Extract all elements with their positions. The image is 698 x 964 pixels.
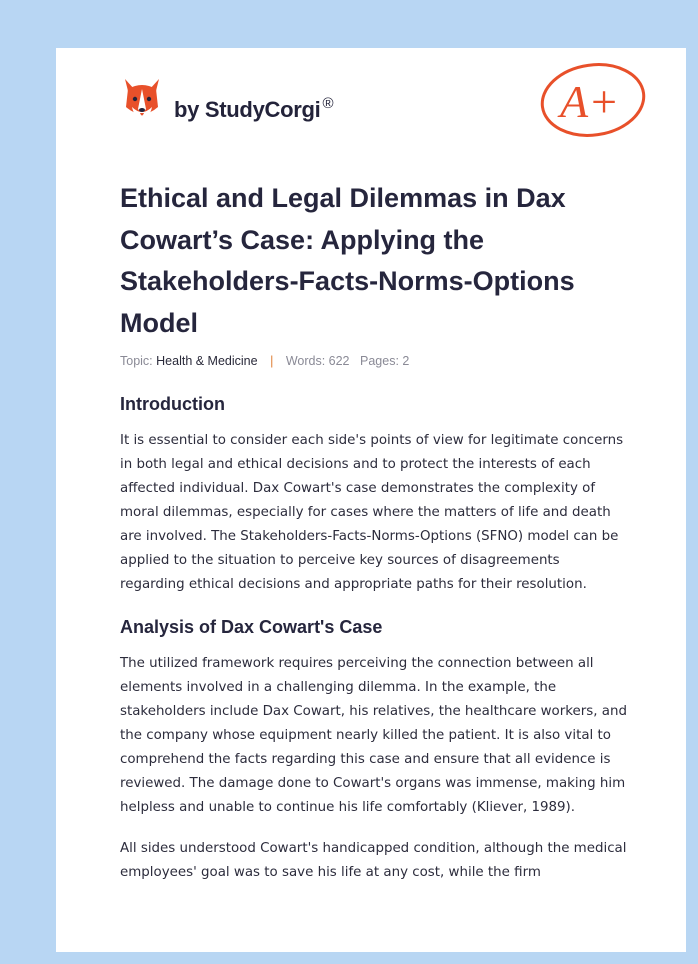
meta-separator: | [270,354,274,368]
topic-link[interactable]: Health & Medicine [156,354,258,368]
topic-label: Topic: [120,354,153,368]
section-heading-analysis: Analysis of Dax Cowart's Case [120,617,383,637]
brand-name [174,97,333,123]
word-count: Words: 622 [285,354,350,368]
brand-text: by StudyCorgi [174,97,321,122]
grade-text: A+ [560,76,620,127]
paragraph-introduction: It is essential to consider each side's points of view for legitimate concerns in both legal and ethical decisions and to protect the interests of each affected individual. Dax Cowart's case demonstrates the complexity of moral dilemmas, especially for cases where the matters of life and death are involved. The Stakeholders-Facts-Norms-Options (SFNO) model can be applied to the situation to perceive key sources of disagreements regarding ethical decisions and appropriate paths for their resolution. [120,433,624,592]
article [120,178,628,885]
paragraph-analysis-2: All sides understood Cowart's handicapped condition, although the medical employees' goal was to save his life at any cost, while the firm [120,841,627,880]
section-heading-introduction: Introduction [120,394,225,414]
registered-mark: ® [322,95,334,112]
document-page [56,48,686,952]
page-title: Ethical and Legal Dilemmas in Dax Cowart’s Case: Applying the Stakeholders-Facts-Norms-Options Model [120,183,575,338]
grade-a-plus-icon [538,59,648,141]
paragraph-analysis-1: The utilized framework requires perceiving the connection between all elements involved in a challenging dilemma. In the example, the stakeholders include Dax Cowart, his relatives, the healthcare workers, and the company whose equipment nearly killed the patient. It is also vital to comprehend the facts regarding this case and ensure that all evidence is reviewed. The damage done to Cowart's organs was immense, making him helpless and unable to continue his life comfortably (Kliever, 1989). [120,656,627,815]
page-count: Pages: 2 [360,354,410,368]
corgi-icon [122,77,162,121]
article-meta [120,354,628,368]
